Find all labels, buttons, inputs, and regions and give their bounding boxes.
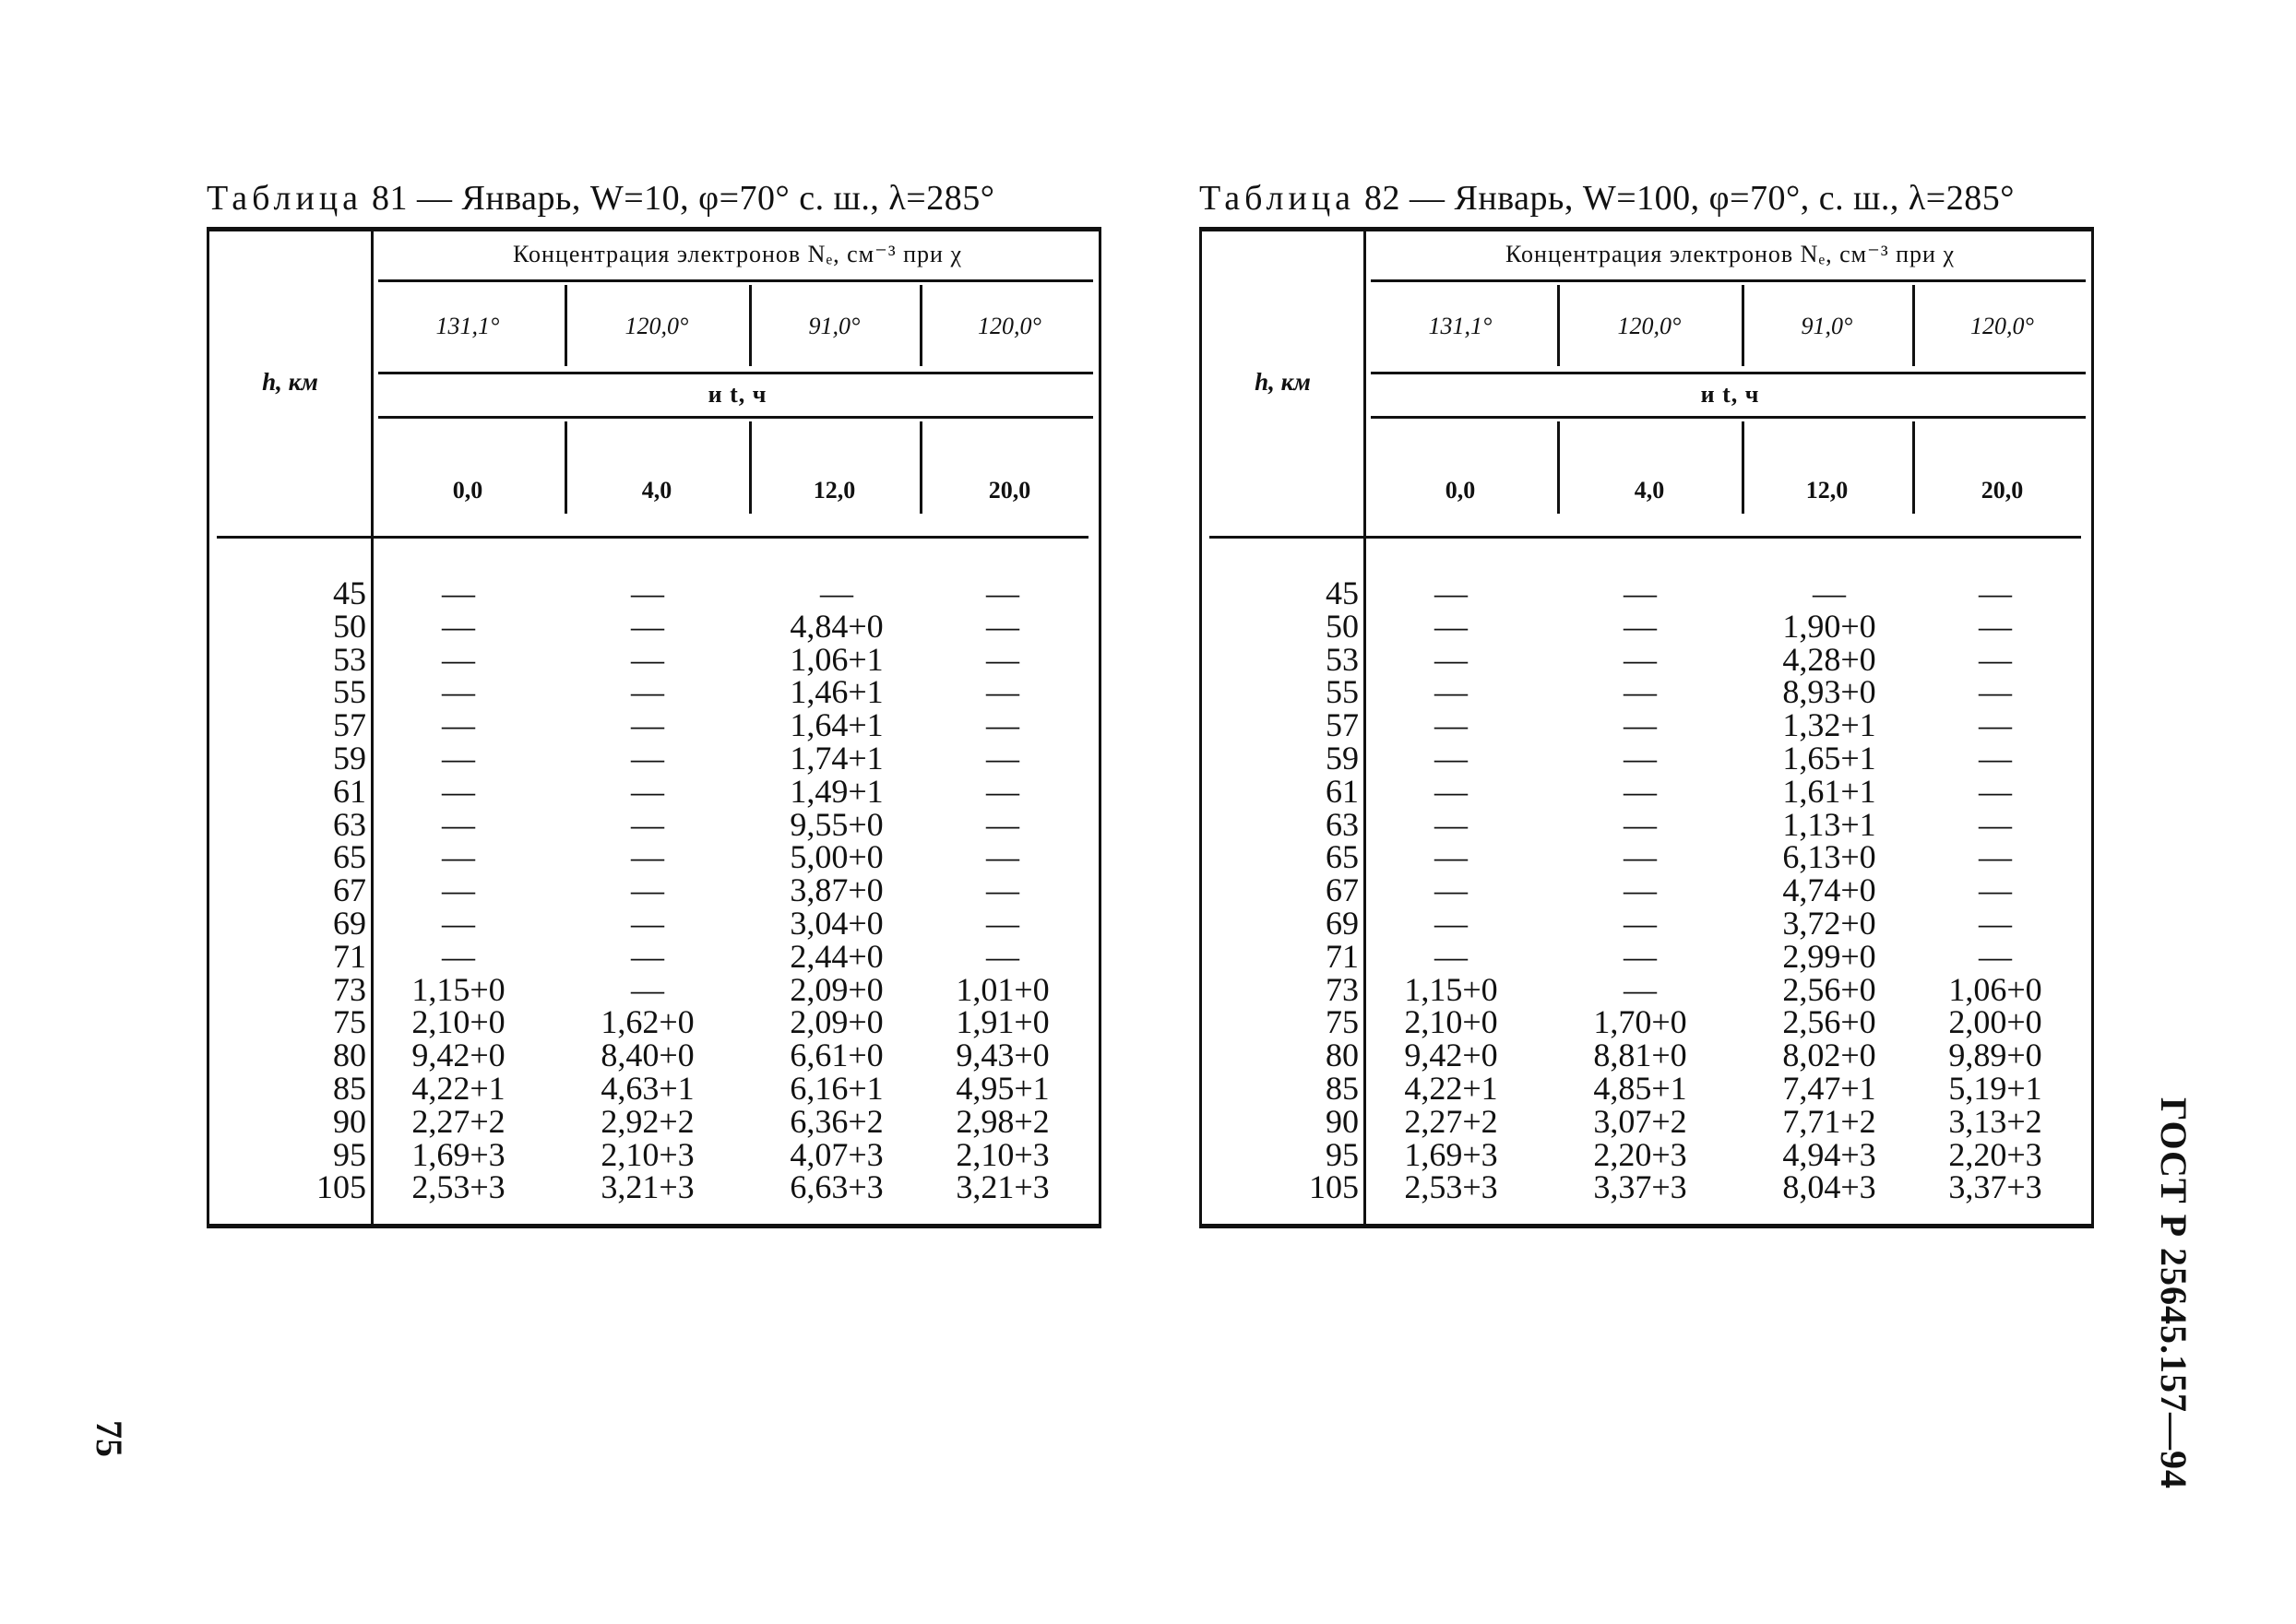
header-t-value: 4,0: [1634, 477, 1665, 504]
density-value: —: [1434, 607, 1468, 645]
density-value: 6,63+3: [790, 1168, 884, 1206]
height-value: 69: [1326, 904, 1359, 942]
density-value: —: [442, 871, 475, 909]
density-value: —: [631, 640, 664, 678]
density-value: 8,02+0: [1782, 1037, 1876, 1074]
density-value: 2,20+3: [1593, 1135, 1687, 1173]
density-value: 3,21+3: [601, 1168, 695, 1206]
density-value: —: [986, 673, 1019, 711]
header-chi-value: 131,1°: [1428, 313, 1493, 339]
height-value: 90: [333, 1102, 366, 1140]
density-value: —: [986, 805, 1019, 843]
density-value: 1,46+1: [790, 673, 884, 711]
header-chi-value: 120,0°: [978, 313, 1041, 339]
density-value: —: [1979, 838, 2012, 876]
table-row: [209, 1135, 1099, 1173]
table-row: [209, 1038, 1099, 1072]
density-value: 3,72+0: [1782, 904, 1876, 942]
density-value: 2,27+2: [1404, 1102, 1498, 1140]
density-value: 3,07+2: [1593, 1102, 1687, 1140]
height-value: 85: [333, 1069, 366, 1107]
density-value: —: [631, 937, 664, 975]
table-row: [209, 1069, 1099, 1107]
density-value: —: [1979, 739, 2012, 776]
density-value: 5,19+1: [1948, 1069, 2042, 1107]
density-value: 2,20+3: [1948, 1135, 2042, 1173]
table-row: [209, 640, 1099, 678]
table-caption: [207, 175, 1101, 227]
density-value: 8,81+0: [1593, 1037, 1687, 1074]
table-row: [1202, 838, 2091, 876]
divider: [217, 536, 1089, 539]
data-rows: [209, 575, 1099, 1206]
density-value: 2,98+2: [956, 1102, 1050, 1140]
table-row: [209, 904, 1099, 942]
density-value: —: [442, 838, 475, 876]
divider: [1371, 372, 2086, 374]
density-value: 4,22+1: [411, 1069, 506, 1107]
header-t-value: 0,0: [1445, 477, 1476, 504]
density-value: 1,69+3: [1404, 1135, 1498, 1173]
density-value: 2,09+0: [790, 1003, 884, 1041]
height-value: 57: [1326, 706, 1359, 744]
density-value: 3,37+3: [1948, 1168, 2042, 1206]
density-value: 1,15+0: [411, 970, 506, 1008]
density-value: 3,37+3: [1593, 1168, 1687, 1206]
header-chi-value: 120,0°: [1617, 313, 1682, 339]
density-value: 2,92+2: [601, 1102, 695, 1140]
density-value: —: [631, 871, 664, 909]
density-value: —: [442, 805, 475, 843]
height-value: 53: [1326, 640, 1359, 678]
header-chi-value: 91,0°: [808, 313, 861, 339]
density-value: 2,99+0: [1782, 937, 1876, 975]
density-value: —: [986, 871, 1019, 909]
density-value: 3,13+2: [1948, 1102, 2042, 1140]
height-value: 71: [1326, 937, 1359, 975]
density-value: —: [442, 575, 475, 611]
density-value: —: [1624, 805, 1657, 843]
height-value: 59: [333, 739, 366, 776]
table-row: [1202, 673, 2091, 711]
table-body: [207, 227, 1101, 1228]
density-value: 3,04+0: [790, 904, 884, 942]
density-value: 9,89+0: [1948, 1037, 2042, 1074]
height-value: 65: [333, 838, 366, 876]
density-value: 2,44+0: [790, 937, 884, 975]
caption-rest: 81 — Январь, W=10, φ=70° с. ш., λ=285°: [363, 179, 995, 218]
table-row: [1202, 1135, 2091, 1173]
density-value: 6,36+2: [790, 1102, 884, 1140]
density-value: 1,61+1: [1782, 772, 1876, 810]
density-value: —: [1979, 640, 2012, 678]
header-t-value: 4,0: [641, 477, 672, 504]
height-value: 67: [1326, 871, 1359, 909]
table-row: [209, 838, 1099, 876]
density-value: 4,94+3: [1782, 1135, 1876, 1173]
density-value: 1,70+0: [1593, 1003, 1687, 1041]
density-value: —: [442, 706, 475, 744]
height-value: 95: [1326, 1135, 1359, 1173]
divider: [1371, 416, 2086, 419]
table-82: [1199, 175, 2094, 1228]
density-value: 4,74+0: [1782, 871, 1876, 909]
density-value: —: [631, 772, 664, 810]
height-value: 75: [333, 1003, 366, 1041]
height-value: 71: [333, 937, 366, 975]
density-value: 4,84+0: [790, 607, 884, 645]
divider: [1209, 536, 2081, 539]
height-value: 45: [1326, 575, 1359, 611]
header-chi-value: 120,0°: [1970, 313, 2034, 339]
height-value: 61: [333, 772, 366, 810]
density-value: —: [442, 607, 475, 645]
density-value: —: [1434, 575, 1468, 611]
table-row: [209, 1003, 1099, 1041]
table-row: [209, 937, 1099, 975]
density-value: 4,95+1: [956, 1069, 1050, 1107]
density-value: 2,27+2: [411, 1102, 506, 1140]
density-value: 9,42+0: [411, 1037, 506, 1074]
density-value: —: [1434, 640, 1468, 678]
height-value: 55: [1326, 673, 1359, 711]
density-value: 5,00+0: [790, 838, 884, 876]
header-time: и t, ч: [1700, 381, 1760, 408]
density-value: —: [442, 937, 475, 975]
density-value: 1,15+0: [1404, 970, 1498, 1008]
density-value: 7,71+2: [1782, 1102, 1876, 1140]
page-number: 75: [89, 1420, 130, 1457]
density-value: —: [1979, 673, 2012, 711]
height-value: 50: [333, 607, 366, 645]
table-row: [1202, 937, 2091, 975]
caption-prefix: Таблица: [207, 179, 363, 218]
density-value: 3,87+0: [790, 871, 884, 909]
density-value: —: [986, 739, 1019, 776]
table-row: [1202, 805, 2091, 843]
density-value: —: [986, 706, 1019, 744]
height-value: 69: [333, 904, 366, 942]
density-value: 6,61+0: [790, 1037, 884, 1074]
density-value: —: [820, 575, 853, 611]
height-value: 95: [333, 1135, 366, 1173]
density-value: —: [1979, 904, 2012, 942]
density-value: 1,06+0: [1948, 970, 2042, 1008]
density-value: 6,13+0: [1782, 838, 1876, 876]
data-rows: [1202, 575, 2091, 1206]
table-row: [1202, 1003, 2091, 1041]
header-chi-value: 91,0°: [1801, 313, 1853, 339]
height-value: 73: [1326, 970, 1359, 1008]
density-value: —: [442, 772, 475, 810]
header-concentration: Концентрация электронов Nₑ, см⁻³ при χ: [1505, 241, 1956, 267]
density-value: —: [1434, 706, 1468, 744]
density-value: 1,69+3: [411, 1135, 506, 1173]
density-value: 1,13+1: [1782, 805, 1876, 843]
density-value: 1,62+0: [601, 1003, 695, 1041]
density-value: 1,06+1: [790, 640, 884, 678]
density-value: 4,28+0: [1782, 640, 1876, 678]
table-caption: [1199, 175, 2094, 227]
density-value: —: [1624, 772, 1657, 810]
density-value: —: [442, 673, 475, 711]
header-t-value: 12,0: [813, 477, 856, 504]
density-value: —: [1434, 772, 1468, 810]
density-value: —: [1624, 575, 1657, 611]
table-row: [1202, 1069, 2091, 1107]
height-value: 90: [1326, 1102, 1359, 1140]
density-value: —: [1624, 607, 1657, 645]
density-value: 6,16+1: [790, 1069, 884, 1107]
height-value: 73: [333, 970, 366, 1008]
density-value: —: [631, 739, 664, 776]
header-concentration: Концентрация электронов Nₑ, см⁻³ при χ: [512, 241, 963, 267]
density-value: 2,10+3: [956, 1135, 1050, 1173]
density-value: 2,53+3: [1404, 1168, 1498, 1206]
divider: [378, 416, 1093, 419]
density-value: 2,10+0: [411, 1003, 506, 1041]
table-row: [1202, 1102, 2091, 1140]
table-row: [1202, 970, 2091, 1008]
density-value: 2,00+0: [1948, 1003, 2042, 1041]
table-row: [209, 970, 1099, 1008]
density-value: 1,32+1: [1782, 706, 1876, 744]
density-value: —: [631, 838, 664, 876]
density-value: —: [1624, 706, 1657, 744]
density-value: —: [631, 575, 664, 611]
density-value: 4,85+1: [1593, 1069, 1687, 1107]
density-value: —: [986, 575, 1019, 611]
density-value: —: [631, 706, 664, 744]
density-value: —: [1624, 838, 1657, 876]
caption-prefix: Таблица: [1199, 179, 1356, 218]
density-value: —: [1434, 805, 1468, 843]
header-t-value: 12,0: [1805, 477, 1849, 504]
density-value: 2,10+0: [1404, 1003, 1498, 1041]
height-value: 55: [333, 673, 366, 711]
density-value: —: [631, 673, 664, 711]
density-value: —: [631, 904, 664, 942]
density-value: —: [631, 607, 664, 645]
density-value: 4,22+1: [1404, 1069, 1498, 1107]
density-value: 4,07+3: [790, 1135, 884, 1173]
density-value: —: [986, 937, 1019, 975]
header-t-value: 20,0: [988, 477, 1031, 504]
height-value: 61: [1326, 772, 1359, 810]
header-time: и t, ч: [708, 381, 767, 408]
header-chi-value: 120,0°: [625, 313, 689, 339]
density-value: 3,21+3: [956, 1168, 1050, 1206]
table-row: [209, 576, 1099, 610]
density-value: —: [1434, 673, 1468, 711]
density-value: —: [1434, 838, 1468, 876]
density-value: 1,65+1: [1782, 739, 1876, 776]
height-value: 63: [1326, 805, 1359, 843]
density-value: 1,91+0: [956, 1003, 1050, 1041]
density-value: 1,64+1: [790, 706, 884, 744]
header-height: h, км: [1255, 368, 1311, 396]
height-value: 67: [333, 871, 366, 909]
divider: [378, 279, 1093, 282]
density-value: —: [1624, 937, 1657, 975]
caption-rest: 82 — Январь, W=100, φ=70°, с. ш., λ=285°: [1355, 179, 2015, 218]
density-value: 8,93+0: [1782, 673, 1876, 711]
height-value: 105: [1309, 1168, 1359, 1206]
density-value: 8,40+0: [601, 1037, 695, 1074]
document-code: ГОСТ Р 25645.157—94: [2153, 1097, 2195, 1490]
height-value: 80: [1326, 1037, 1359, 1074]
table-row: [209, 1168, 1099, 1206]
density-value: 2,56+0: [1782, 1003, 1876, 1041]
divider: [378, 372, 1093, 374]
table-row: [1202, 607, 2091, 645]
table-row: [1202, 706, 2091, 744]
header-chi-value: 131,1°: [435, 313, 500, 339]
density-value: —: [1624, 970, 1657, 1008]
density-value: —: [986, 838, 1019, 876]
density-value: —: [1624, 673, 1657, 711]
density-value: 1,74+1: [790, 739, 884, 776]
density-value: —: [1434, 904, 1468, 942]
density-value: —: [1979, 575, 2012, 611]
density-value: —: [631, 970, 664, 1008]
header-t-value: 0,0: [452, 477, 483, 504]
density-value: —: [442, 640, 475, 678]
table-row: [209, 706, 1099, 744]
density-value: 4,63+1: [601, 1069, 695, 1107]
height-value: 50: [1326, 607, 1359, 645]
density-value: 1,90+0: [1782, 607, 1876, 645]
density-value: —: [1434, 937, 1468, 975]
table-row: [1202, 904, 2091, 942]
table-row: [209, 772, 1099, 810]
density-value: —: [631, 805, 664, 843]
density-value: —: [442, 904, 475, 942]
table-row: [1202, 576, 2091, 610]
density-value: —: [1624, 904, 1657, 942]
density-value: 9,42+0: [1404, 1037, 1498, 1074]
density-value: —: [1624, 871, 1657, 909]
density-value: —: [986, 904, 1019, 942]
header-height: h, км: [262, 368, 318, 396]
density-value: —: [1624, 739, 1657, 776]
height-value: 57: [333, 706, 366, 744]
density-value: 1,01+0: [956, 970, 1050, 1008]
height-value: 63: [333, 805, 366, 843]
density-value: —: [442, 739, 475, 776]
height-value: 75: [1326, 1003, 1359, 1041]
density-value: —: [1979, 871, 2012, 909]
table-row: [209, 607, 1099, 645]
height-value: 65: [1326, 838, 1359, 876]
density-value: —: [1979, 937, 2012, 975]
height-value: 53: [333, 640, 366, 678]
height-value: 59: [1326, 739, 1359, 776]
table-body: [1199, 227, 2094, 1228]
table-81: [207, 175, 1101, 1228]
density-value: —: [1979, 607, 2012, 645]
table-row: [209, 873, 1099, 907]
density-value: —: [1624, 640, 1657, 678]
density-value: —: [1979, 805, 2012, 843]
table-row: [1202, 640, 2091, 678]
table-row: [1202, 873, 2091, 907]
table-row: [1202, 772, 2091, 810]
density-value: 9,43+0: [956, 1037, 1050, 1074]
height-value: 105: [316, 1168, 366, 1206]
density-value: —: [1979, 706, 2012, 744]
density-value: 2,10+3: [601, 1135, 695, 1173]
height-value: 80: [333, 1037, 366, 1074]
density-value: —: [986, 607, 1019, 645]
table-row: [209, 741, 1099, 775]
table-row: [209, 1102, 1099, 1140]
table-row: [209, 805, 1099, 843]
density-value: —: [1434, 871, 1468, 909]
header-t-value: 20,0: [1981, 477, 2024, 504]
table-row: [1202, 741, 2091, 775]
table-row: [1202, 1168, 2091, 1206]
table-row: [209, 673, 1099, 711]
density-value: —: [1979, 772, 2012, 810]
divider: [1371, 279, 2086, 282]
density-value: —: [986, 772, 1019, 810]
height-value: 45: [333, 575, 366, 611]
density-value: —: [1813, 575, 1846, 611]
density-value: 7,47+1: [1782, 1069, 1876, 1107]
height-value: 85: [1326, 1069, 1359, 1107]
density-value: 9,55+0: [790, 805, 884, 843]
table-row: [1202, 1038, 2091, 1072]
density-value: —: [986, 640, 1019, 678]
density-value: 2,56+0: [1782, 970, 1876, 1008]
density-value: 2,09+0: [790, 970, 884, 1008]
density-value: 2,53+3: [411, 1168, 506, 1206]
density-value: 8,04+3: [1782, 1168, 1876, 1206]
density-value: —: [1434, 739, 1468, 776]
density-value: 1,49+1: [790, 772, 884, 810]
